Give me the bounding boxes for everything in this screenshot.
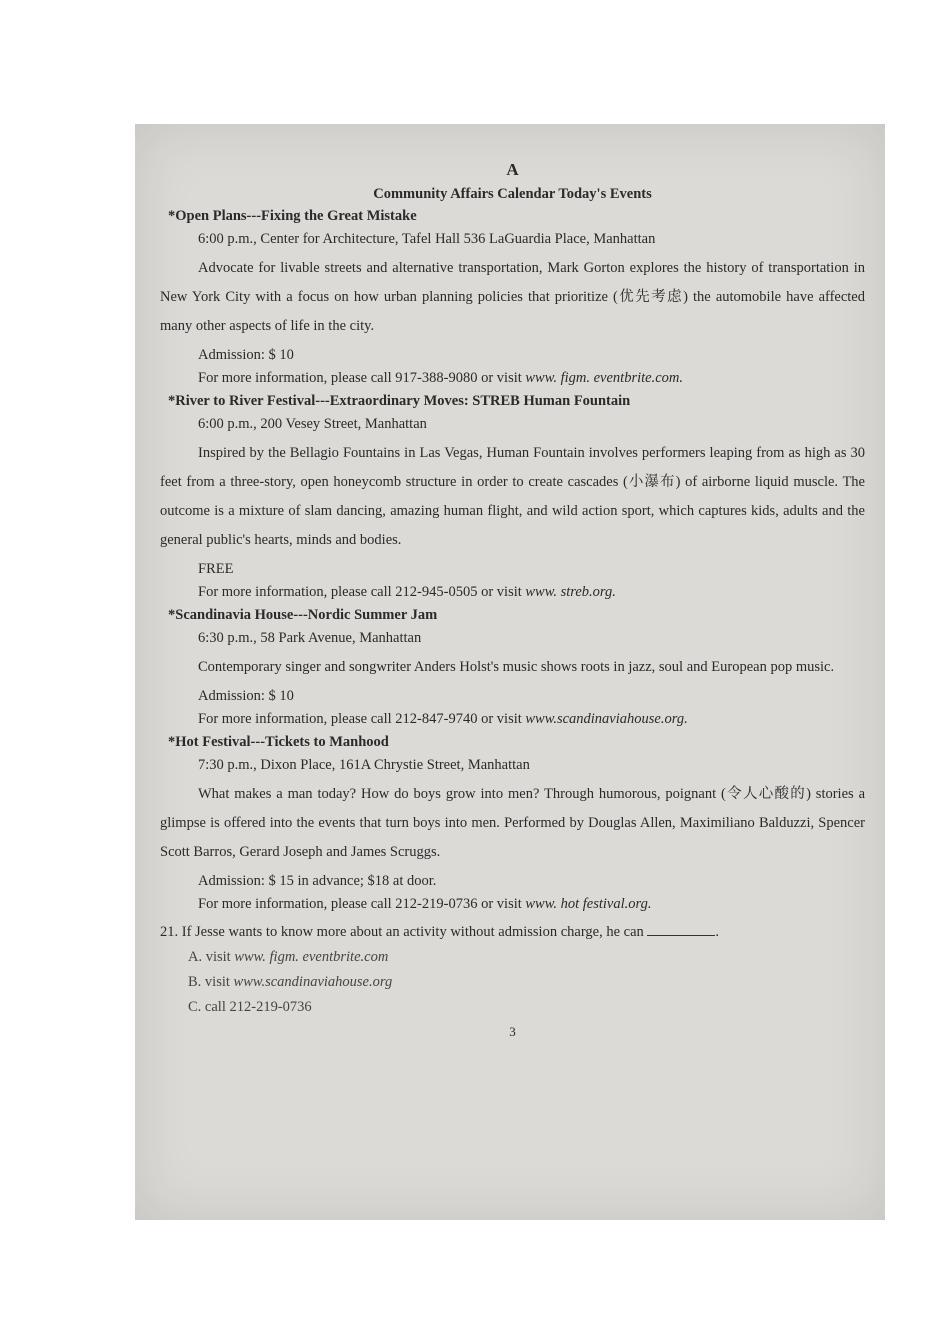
option-prefix: B. visit	[188, 974, 234, 990]
event-time-place: 6:30 p.m., 58 Park Avenue, Manhattan	[198, 630, 422, 646]
option-value: 212-219-0736	[229, 999, 312, 1015]
event-time-place: 7:30 p.m., Dixon Place, 161A Chrystie Street, Manhattan	[198, 757, 530, 773]
info-text: For more information, please call 917-388-9080 or visit	[198, 370, 526, 386]
option-value: www.scandinaviahouse.org	[233, 974, 393, 990]
option-prefix: C. call	[188, 999, 230, 1015]
event-title: *Scandinavia House---Nordic Summer Jam	[168, 607, 438, 623]
info-text: For more information, please call 212-945-0505 or visit	[198, 584, 526, 600]
event-title: *Open Plans---Fixing the Great Mistake	[168, 208, 417, 224]
event-description: Inspired by the Bellagio Fountains in Las Vegas, Human Fountain involves performers leaping from as high as 30 feet from a three-story, open honeycomb structure in order to create cascades (小瀑布) of airborne liquid muscle. The outcome is a mixture of slam dancing, amazing human flight, and wild action sport, which captures kids, adults and the general public's hearts, minds and bodies.	[160, 445, 865, 548]
event-admission: Admission: $ 10	[198, 347, 294, 363]
event-open-plans	[160, 208, 865, 387]
document-content	[160, 160, 865, 1040]
event-description: Advocate for livable streets and alternative transportation, Mark Gorton explores the history of transportation in New York City with a focus on how urban planning policies that prioritize (优先考虑) the automobile have affected many other aspects of life in the city.	[160, 260, 865, 334]
event-info	[198, 370, 865, 387]
event-admission: FREE	[198, 561, 234, 577]
info-text: For more information, please call 212-847-9740 or visit	[198, 711, 526, 727]
event-info	[198, 584, 865, 601]
event-river-to-river	[160, 393, 865, 601]
question-21	[160, 923, 865, 941]
event-description: Contemporary singer and songwriter Anders Holst's music shows roots in jazz, soul and European pop music.	[198, 659, 835, 675]
info-url: www. hot festival.org.	[525, 896, 652, 912]
event-admission: Admission: $ 15 in advance; $18 at door.	[198, 873, 437, 889]
event-info	[198, 896, 865, 913]
event-description: What makes a man today? How do boys grow into men? Through humorous, poignant (令人心酸的) stories a glimpse is offered into the events that turn boys into men. Performed by Douglas Allen, Maximiliano Balduzzi, Spencer Scott Barros, Gerard Joseph and James Scruggs.	[160, 786, 865, 860]
answer-blank	[647, 923, 715, 936]
question-text: 21. If Jesse wants to know more about an activity without admission charge, he can	[160, 924, 644, 940]
event-title: *Hot Festival---Tickets to Manhood	[168, 734, 389, 750]
event-time-place: 6:00 p.m., Center for Architecture, Tafel Hall 536 LaGuardia Place, Manhattan	[198, 231, 656, 247]
option-value: www. figm. eventbrite.com	[234, 949, 389, 965]
page-number: 3	[509, 1024, 516, 1039]
event-admission: Admission: $ 10	[198, 688, 294, 704]
option-a	[188, 949, 865, 966]
info-url: www. streb.org.	[525, 584, 616, 600]
option-b	[188, 974, 865, 991]
event-scandinavia-house	[160, 607, 865, 728]
calendar-heading: Community Affairs Calendar Today's Events	[373, 186, 652, 202]
info-url: www.scandinaviahouse.org.	[525, 711, 688, 727]
info-url: www. figm. eventbrite.com.	[525, 370, 683, 386]
option-c	[188, 999, 865, 1016]
event-info	[198, 711, 865, 728]
event-time-place: 6:00 p.m., 200 Vesey Street, Manhattan	[198, 416, 427, 432]
event-hot-festival	[160, 734, 865, 913]
info-text: For more information, please call 212-219-0736 or visit	[198, 896, 526, 912]
question-end: .	[715, 924, 720, 940]
event-title: *River to River Festival---Extraordinary Moves: STREB Human Fountain	[168, 393, 631, 409]
section-letter: A	[506, 160, 519, 179]
option-prefix: A. visit	[188, 949, 235, 965]
